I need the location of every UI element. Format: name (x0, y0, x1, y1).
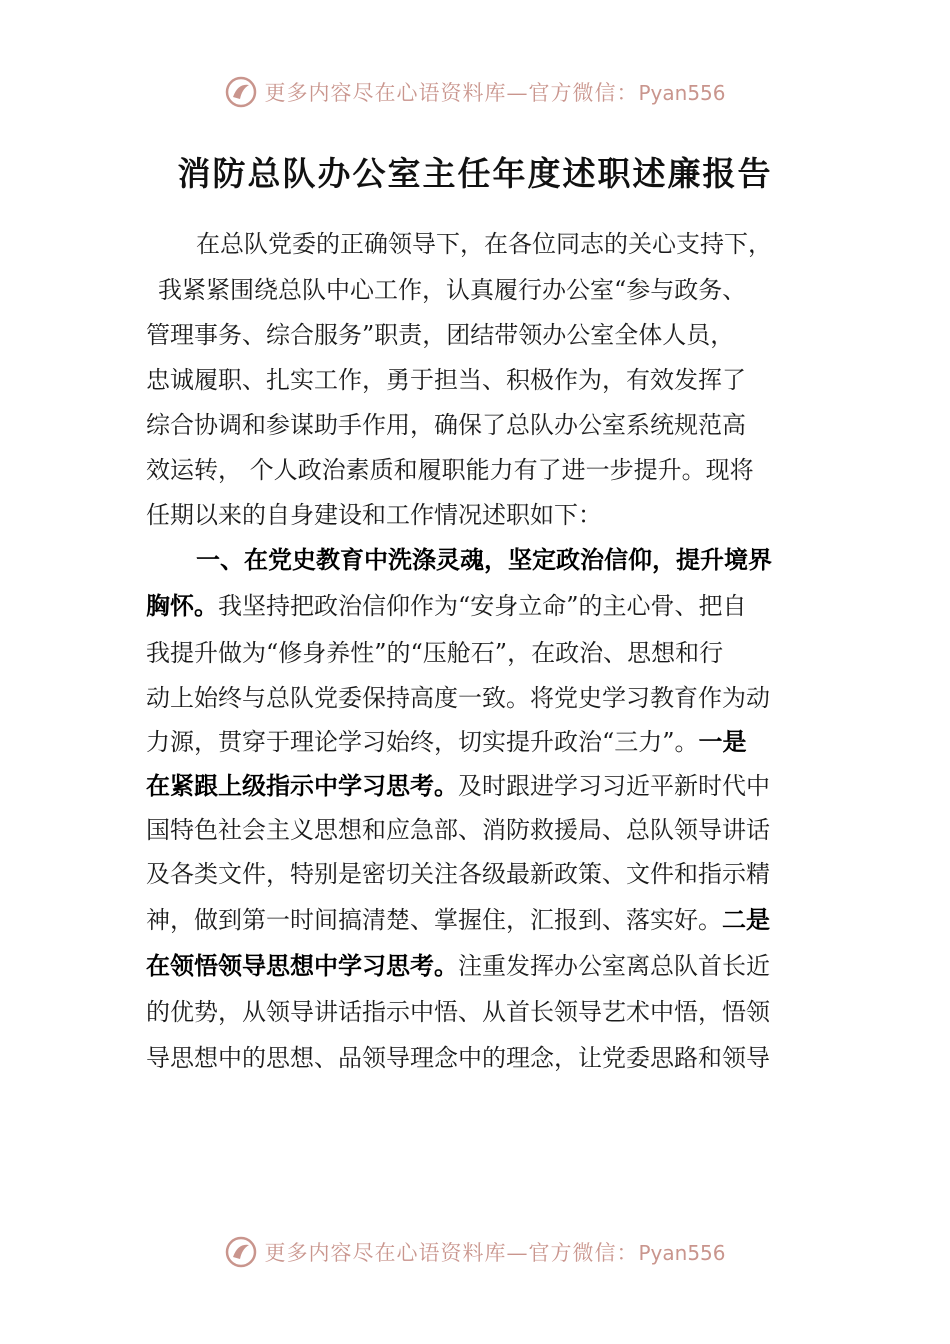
paragraph-line (146, 856, 770, 892)
paragraph-line (196, 542, 772, 578)
text-run: 任期以来的自身建设和工作情况述职如下： (146, 501, 602, 529)
text-run: 我坚持把政治信仰作为“安身立命”的主心骨、把自 (218, 592, 747, 620)
paragraph-line (146, 1040, 770, 1076)
text-run: 我紧紧围绕总队中心工作，认真履行办公室“参与政务、 (158, 276, 747, 304)
paragraph-line (146, 635, 723, 671)
paragraph-line (146, 362, 746, 398)
text-run: 管理事务、综合服务”职责，团结带领办公室全体人员， (146, 321, 735, 349)
bold-text: 一、在党史教育中洗涤灵魂，坚定政治信仰，提升境界 (196, 546, 772, 574)
brand-logo-icon (224, 1235, 258, 1269)
header-watermark (0, 72, 950, 112)
footer-watermark (0, 1232, 950, 1272)
paragraph-line (146, 317, 734, 353)
paragraph-line (196, 226, 772, 262)
paragraph-line (146, 407, 746, 443)
text-run: 我提升做为“修身养性”的“压舱石”，在政治、思想和行 (146, 639, 724, 667)
text-run: 综合协调和参谋助手作用，确保了总队办公室系统规范高 (146, 411, 746, 439)
text-run: 神，做到第一时间搞清楚、掌握住，汇报到、落实好。 (146, 906, 722, 934)
bold-text: 一是 (698, 728, 747, 756)
text-run: 在总队党委的正确领导下，在各位同志的关心支持下， (196, 230, 772, 258)
paragraph-line (146, 724, 747, 760)
paragraph-line (146, 902, 770, 938)
bold-text: 在紧跟上级指示中学习思考。 (146, 772, 458, 800)
text-run: 国特色社会主义思想和应急部、消防救援局、总队领导讲话 (146, 816, 770, 844)
paragraph-line (146, 994, 770, 1030)
document-title: 消防总队办公室主任年度述职述廉报告 (177, 154, 773, 193)
text-run: 导思想中的思想、品领导理念中的理念，让党委思路和领导 (146, 1044, 770, 1072)
brand-logo-icon (224, 75, 258, 109)
paragraph-line (146, 812, 770, 848)
text-run: 力源，贯穿于理论学习始终，切实提升政治“三力”。 (146, 728, 699, 756)
text-run: 忠诚履职、扎实工作，勇于担当、积极作为，有效发挥了 (146, 366, 746, 394)
text-run: 及时跟进学习习近平新时代中 (458, 772, 770, 800)
text-run: 注重发挥办公室离总队首长近 (458, 952, 770, 980)
text-run: 动上始终与总队党委保持高度一致。将党史学习教育作为动 (146, 684, 770, 712)
watermark-text: 更多内容尽在心语资料库—官方微信：Pyan556 (264, 81, 726, 105)
text-run: 的优势，从领导讲话指示中悟、从首长领导艺术中悟，悟领 (146, 998, 770, 1026)
watermark-text: 更多内容尽在心语资料库—官方微信：Pyan556 (264, 1241, 726, 1265)
text-run: 及各类文件，特别是密切关注各级最新政策、文件和指示精 (146, 860, 770, 888)
paragraph-line (146, 948, 770, 984)
bold-text: 二是 (722, 906, 770, 934)
paragraph-line (158, 272, 746, 308)
paragraph-line (146, 452, 754, 488)
paragraph-line (146, 497, 602, 533)
text-run: 效运转， 个人政治素质和履职能力有了进一步提升。现将 (146, 456, 754, 484)
paragraph-line (146, 768, 770, 804)
paragraph-line (146, 588, 747, 624)
paragraph-line (146, 680, 770, 716)
bold-text: 胸怀。 (146, 592, 218, 620)
bold-text: 在领悟领导思想中学习思考。 (146, 952, 458, 980)
